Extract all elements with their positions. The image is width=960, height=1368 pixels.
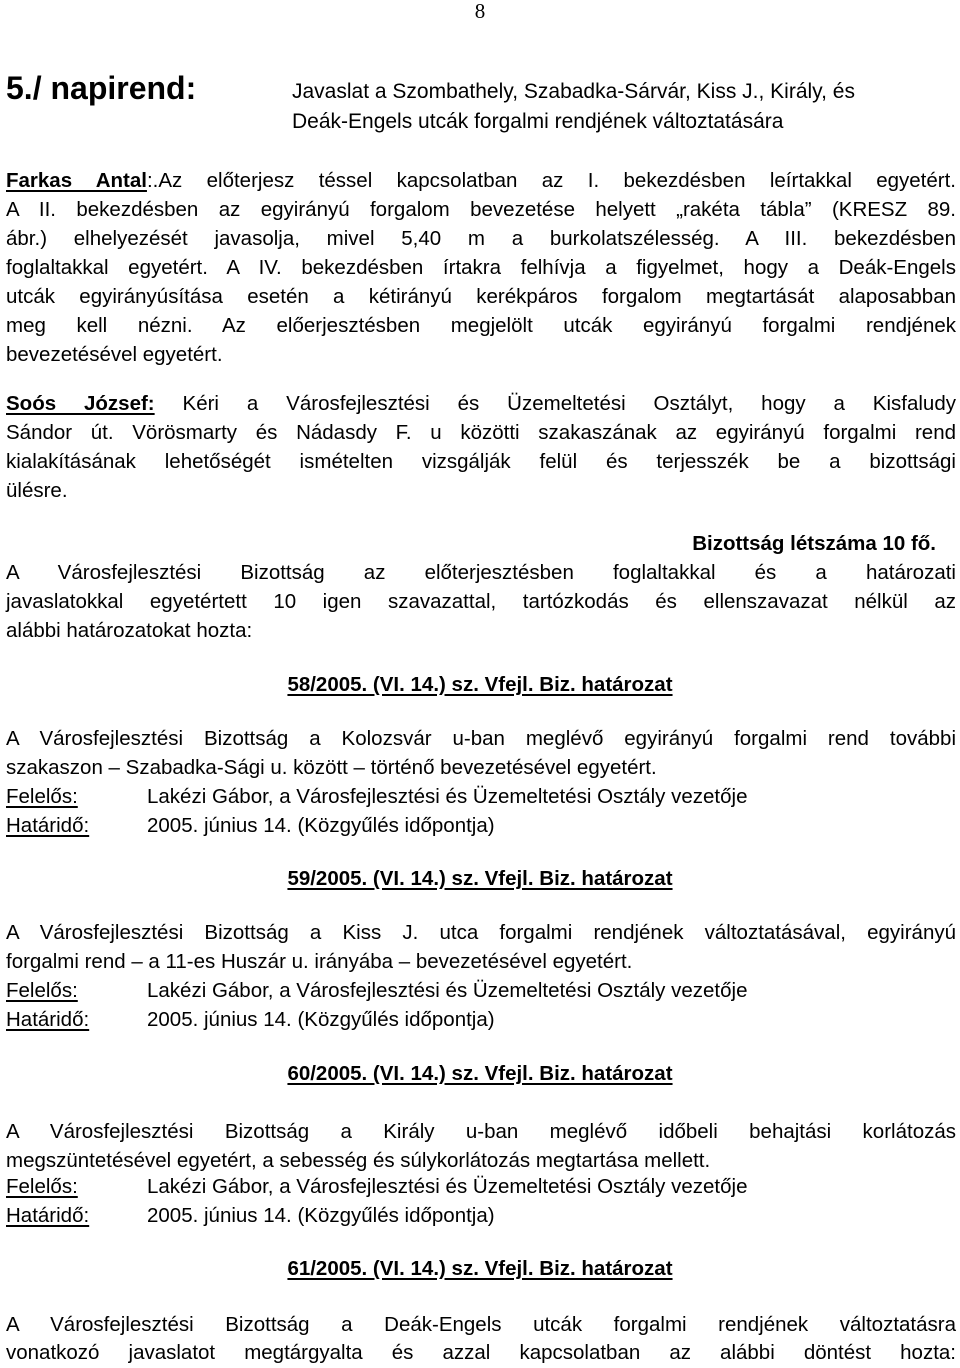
soos-line-4: ülésre. — [6, 479, 68, 502]
vote-line-3: alábbi határozatokat hozta: — [6, 619, 253, 642]
resolution-58-responsible: Felelős: Lakézi Gábor, a Városfejlesztési és Üzemeltetési Osztály vezetője — [6, 785, 748, 808]
farkas-line-3: ábr.) elhelyezését javasolja, mivel 5,40 m a burkolatszélesség. A III. bekezdésben — [6, 227, 956, 250]
resolution-61-number: 61/2005. (VI. 14.) sz. Vfejl. Biz. határozat — [287, 1257, 673, 1280]
resolution-58-line-1: A Városfejlesztési Bizottság a Kolozsvár u-ban meglévő egyirányú forgalmi rend további — [6, 727, 956, 750]
resolution-58-number: 58/2005. (VI. 14.) sz. Vfejl. Biz. határozat — [287, 673, 673, 696]
farkas-line-5: utcák egyirányúsítása esetén a kétirányú kerékpáros forgalom megtartását alaposabban — [6, 285, 956, 308]
resolution-59-line-2: forgalmi rend – a 11-es Huszár u. irányába – bevezetésével egyetért. — [6, 950, 633, 973]
agenda-subject-line-2: Deák-Engels utcák forgalmi rendjének változtatására — [292, 110, 784, 133]
committee-headcount: Bizottság létszáma 10 fő. — [692, 532, 936, 555]
resolution-60-deadline: Határidő: 2005. június 14. (Közgyűlés időpontja) — [6, 1204, 495, 1227]
speaker-name-soos: Soós József: — [6, 392, 155, 415]
resolution-58-line-2: szakaszon – Szabadka-Sági u. között – történő bevezetésével egyetért. — [6, 756, 657, 779]
soos-line-2: Sándor út. Vörösmarty és Nádasdy F. u közötti szakaszának az egyirányú forgalmi rend — [6, 421, 956, 444]
resolution-59-line-1: A Városfejlesztési Bizottság a Kiss J. utca forgalmi rendjének változtatásával, egyirányú — [6, 921, 956, 944]
vote-line-1: A Városfejlesztési Bizottság az előterjesztésben foglaltakkal és a határozati — [6, 561, 956, 584]
resolution-60-line-2: megszüntetésével egyetért, a sebesség és súlykorlátozás megtartása mellett. — [6, 1149, 711, 1172]
resolution-60-responsible: Felelős: Lakézi Gábor, a Városfejlesztési és Üzemeltetési Osztály vezetője — [6, 1175, 748, 1198]
resolution-60-number: 60/2005. (VI. 14.) sz. Vfejl. Biz. határozat — [287, 1062, 673, 1085]
farkas-line-6: meg kell nézni. Az előerjesztésben megjelölt utcák egyirányú forgalmi rendjének — [6, 314, 956, 337]
agenda-subject-line-1: Javaslat a Szombathely, Szabadka-Sárvár, Kiss J., Király, és — [292, 80, 855, 103]
farkas-line-1: Farkas Antal:.Az előterjesz téssel kapcsolatban az I. bekezdésben leírtakkal egyetért. — [6, 169, 956, 192]
resolution-59-responsible: Felelős: Lakézi Gábor, a Városfejlesztési és Üzemeltetési Osztály vezetője — [6, 979, 748, 1002]
farkas-line-2: A II. bekezdésben az egyirányú forgalom bevezetése helyett „rakéta tábla” (KRESZ 89. — [6, 198, 956, 221]
agenda-title: 5./ napirend: — [6, 70, 197, 106]
resolution-60-line-1: A Városfejlesztési Bizottság a Király u-ban meglévő időbeli behajtási korlátozás — [6, 1120, 956, 1143]
resolution-59-number: 59/2005. (VI. 14.) sz. Vfejl. Biz. határozat — [287, 867, 673, 890]
page-number: 8 — [474, 0, 486, 23]
resolution-61-line-2: vonatkozó javaslatot megtárgyalta és azzal kapcsolatban az alábbi döntést hozta: — [6, 1341, 956, 1364]
resolution-58-deadline: Határidő: 2005. június 14. (Közgyűlés időpontja) — [6, 814, 495, 837]
resolution-59-deadline: Határidő: 2005. június 14. (Közgyűlés időpontja) — [6, 1008, 495, 1031]
soos-line-1: Soós József: Kéri a Városfejlesztési és Üzemeltetési Osztályt, hogy a Kisfaludy — [6, 392, 956, 415]
farkas-line-7: bevezetésével egyetért. — [6, 343, 223, 366]
vote-line-2: javaslatokkal egyetértett 10 igen szavazattal, tartózkodás és ellenszavazat nélkül az — [6, 590, 956, 613]
soos-line-3: kialakításának lehetőségét ismételten vizsgálják felül és terjesszék be a bizottsági — [6, 450, 956, 473]
speaker-name-farkas: Farkas Antal — [6, 169, 147, 192]
resolution-61-line-1: A Városfejlesztési Bizottság a Deák-Engels utcák forgalmi rendjének változtatásra — [6, 1313, 956, 1336]
farkas-line-4: foglaltakkal egyetért. A IV. bekezdésben írtakra felhívja a figyelmet, hogy a Deák-Engels — [6, 256, 956, 279]
